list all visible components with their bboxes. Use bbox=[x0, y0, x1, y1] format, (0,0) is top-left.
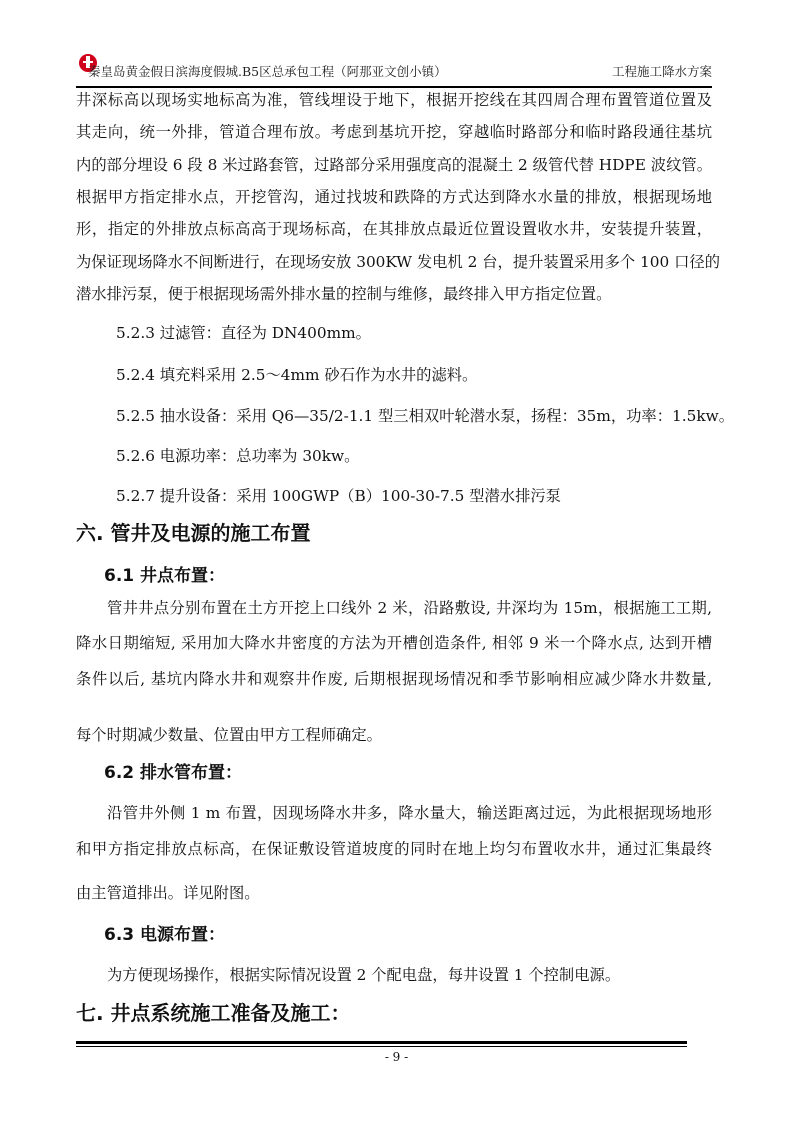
spec-item: 5.2.6 电源功率：总功率为 30kw。 bbox=[116, 447, 360, 465]
body-line: 降水日期缩短, 采用加大降水井密度的方法为开槽创造条件, 相邻 9 米一个降水点, 达到开槽 bbox=[76, 634, 712, 652]
body-line: 为保证现场降水不间断进行，在现场安放 300KW 发电机 2 台，提升装置采用多个 100 口径的 bbox=[76, 253, 721, 271]
body-line: 每个时期减少数量、位置由甲方工程师确定。 bbox=[76, 726, 382, 744]
page-number: - 9 - bbox=[384, 1050, 409, 1064]
body-line: 沿管井外侧 1 m 布置，因现场降水井多，降水量大，输送距离过远，为此根据现场地形 bbox=[107, 804, 712, 822]
section-6-2-heading: 6.2 排水管布置： bbox=[104, 763, 243, 783]
footer-rule-thick bbox=[76, 1041, 687, 1044]
header-rule bbox=[76, 86, 712, 88]
body-line: 管井井点分别布置在土方开挖上口线外 2 米，沿路敷设, 井深均为 15m，根据施工工期, bbox=[107, 599, 712, 617]
body-line: 由主管道排出。详见附图。 bbox=[76, 884, 260, 902]
header-project-name: 秦皇岛黄金假日滨海度假城.B5区总承包工程（阿那亚文创小镇） bbox=[88, 64, 447, 79]
spec-item: 5.2.7 提升设备：采用 100GWP（B）100-30-7.5 型潜水排污泵 bbox=[116, 487, 561, 505]
section-7-heading: 七. 井点系统施工准备及施工： bbox=[76, 1001, 351, 1025]
footer-rule-thin bbox=[76, 1046, 687, 1047]
body-line: 和甲方指定排放点标高，在保证敷设管道坡度的同时在地上均匀布置收水井，通过汇集最终 bbox=[76, 840, 712, 858]
spec-item: 5.2.5 抽水设备：采用 Q6—35/2-1.1 型三相双叶轮潜水泵，扬程：35m，功率：1.5kw。 bbox=[116, 407, 735, 425]
body-line: 内的部分埋设 6 段 8 米过路套管，过路部分采用强度高的混凝土 2 级管代替 HDPE 波纹管。 bbox=[76, 156, 712, 174]
body-line: 潜水排污泵，便于根据现场需外排水量的控制与维修，最终排入甲方指定位置。 bbox=[76, 285, 612, 303]
body-line: 条件以后, 基坑内降水井和观察井作废, 后期根据现场情况和季节影响相应减少降水井数量, bbox=[76, 670, 712, 688]
body-line: 根据甲方指定排水点，开挖管沟，通过找坡和跌降的方式达到降水水量的排放，根据现场地 bbox=[76, 188, 712, 206]
body-line: 为方便现场操作，根据实际情况设置 2 个配电盘，每井设置 1 个控制电源。 bbox=[107, 966, 621, 984]
header-doc-title: 工程施工降水方案 bbox=[611, 64, 712, 79]
section-6-3-heading: 6.3 电源布置： bbox=[104, 925, 226, 945]
section-6-1-heading: 6.1 井点布置： bbox=[104, 566, 226, 586]
section-6-heading: 六. 管井及电源的施工布置 bbox=[76, 521, 311, 545]
spec-item: 5.2.3 过滤管：直径为 DN400mm。 bbox=[116, 324, 371, 342]
body-line: 井深标高以现场实地标高为准，管线埋设于地下，根据开挖线在其四周合理布置管道位置及 bbox=[76, 91, 712, 109]
body-line: 形，指定的外排放点标高高于现场标高，在其排放点最近位置设置收水井，安装提升装置， bbox=[76, 220, 712, 238]
spec-item: 5.2.4 填充料采用 2.5～4mm 砂石作为水井的滤料。 bbox=[116, 366, 478, 384]
body-line: 其走向，统一外排，管道合理布放。考虑到基坑开挖，穿越临时路部分和临时路段通往基坑 bbox=[76, 123, 712, 141]
